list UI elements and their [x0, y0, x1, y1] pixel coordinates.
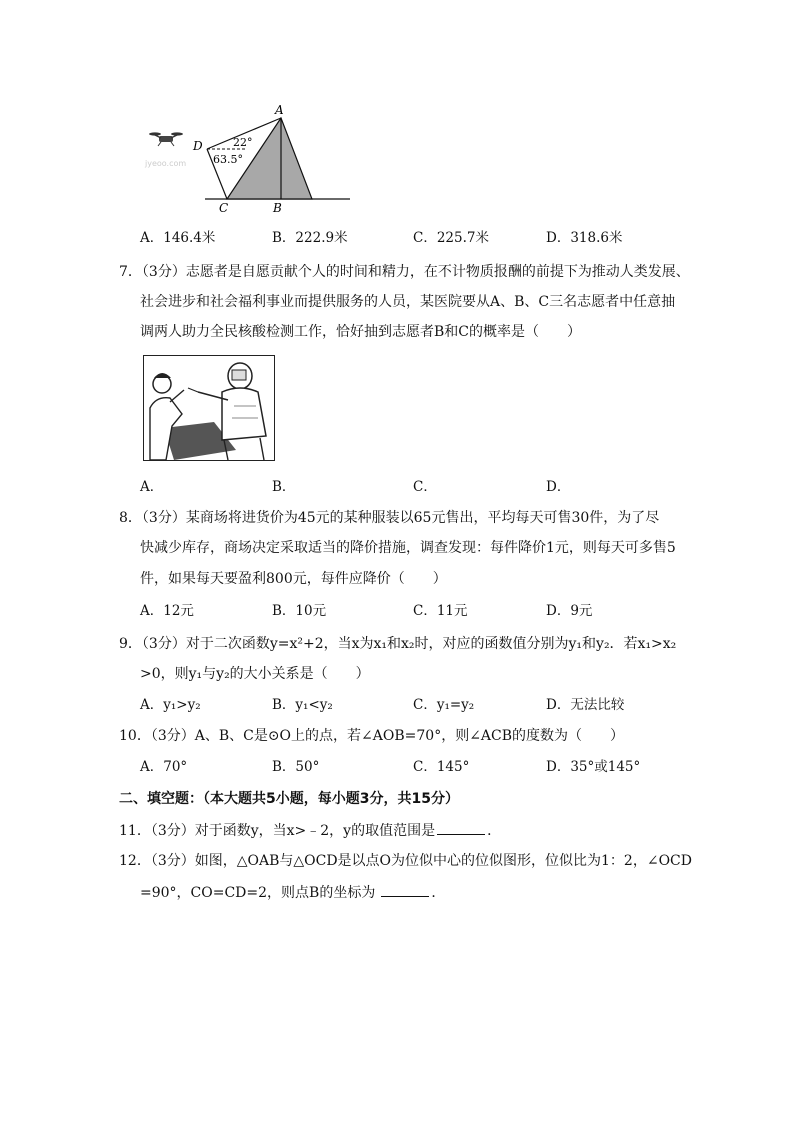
angle-label-22: 22°: [233, 136, 253, 149]
q9-option-a[interactable]: A．y₁>y₂: [140, 697, 201, 713]
q12-line-2: [140, 882, 445, 903]
q12-line-1: 12．（3分）如图，△OAB与△OCD是以点O为位似中心的位似图形，位似比为1：2，∠OCD: [119, 853, 692, 869]
q8-line-2: 快减少库存，商场决定采取适当的降价措施，调查发现：每件降价1元，则每天可多售5: [140, 540, 676, 556]
q6-option-b[interactable]: B．222.9米: [272, 230, 348, 246]
q11-line-1: [119, 820, 501, 841]
q10-line-1: 10．（3分）A、B、C是⊙O上的点，若∠AOB=70°，则∠ACB的度数为（ ）: [119, 728, 625, 744]
q8-option-c[interactable]: C．11元: [413, 603, 468, 619]
q7-option-c[interactable]: C．: [413, 479, 437, 495]
q12-text: =90°，CO=CD=2，则点B的坐标为: [140, 885, 376, 901]
label-c: C: [219, 201, 229, 215]
nucleic-acid-test-illustration: [143, 355, 275, 461]
q11-text: 11．（3分）对于函数y，当x>﹣2，y的取值范围是: [119, 823, 436, 839]
q8-option-a[interactable]: A．12元: [140, 603, 194, 619]
q6-option-a[interactable]: A．146.4米: [140, 230, 216, 246]
q6-option-c[interactable]: C．225.7米: [413, 230, 489, 246]
q8-line-1: 8．（3分）某商场将进货价为45元的某种服装以65元售出，平均每天可售30件，为了尽: [119, 510, 660, 526]
q9-line-2: >0，则y₁与y₂的大小关系是（ ）: [140, 666, 370, 682]
q10-option-c[interactable]: C．145°: [413, 759, 470, 775]
q7-option-d[interactable]: D．: [546, 479, 571, 495]
q9-option-d[interactable]: D．无法比较: [546, 697, 625, 713]
q7-option-a[interactable]: A．: [140, 479, 164, 495]
q9-line-1: 9．（3分）对于二次函数y=x²+2，当x为x₁和x₂时，对应的函数值分别为y₁和y₂．若x₁>x₂: [119, 636, 677, 652]
label-a: A: [275, 103, 284, 117]
q12-answer-blank[interactable]: [381, 882, 429, 897]
q8-option-d[interactable]: D．9元: [546, 603, 593, 619]
q7-line-3: 调两人助力全民核酸检测工作，恰好抽到志愿者B和C的概率是（ ）: [140, 324, 581, 340]
q9-option-c[interactable]: C．y₁=y₂: [413, 697, 475, 713]
angle-label-63: 63.5°: [213, 153, 243, 166]
q10-option-d[interactable]: D．35°或145°: [546, 759, 641, 775]
q12-end: ．: [431, 885, 446, 901]
q8-line-3: 件，如果每天要盈利800元，每件应降价（ ）: [140, 571, 447, 587]
label-b: B: [273, 201, 282, 215]
q11-answer-blank[interactable]: [437, 820, 485, 835]
drone-icon: [149, 132, 183, 146]
q8-option-b[interactable]: B．10元: [272, 603, 327, 619]
watermark: jyeoo.com: [145, 159, 187, 168]
section-2-title: 二、填空题：（本大题共5小题，每小题3分，共15分）: [119, 791, 459, 807]
q7-line-2: 社会进步和社会福利事业而提供服务的人员，某医院要从A、B、C三名志愿者中任意抽: [140, 294, 676, 310]
q11-end: ．: [487, 823, 502, 839]
q9-option-b[interactable]: B．y₁<y₂: [272, 697, 333, 713]
label-d: D: [193, 139, 203, 153]
q10-option-b[interactable]: B．50°: [272, 759, 320, 775]
q7-line-1: 7．（3分）志愿者是自愿贡献个人的时间和精力，在不计物质报酬的前提下为推动人类发展、: [119, 264, 690, 280]
q10-option-a[interactable]: A．70°: [140, 759, 188, 775]
geometry-figure: [135, 100, 395, 215]
q6-option-d[interactable]: D．318.6米: [546, 230, 623, 246]
q7-option-b[interactable]: B．: [272, 479, 296, 495]
